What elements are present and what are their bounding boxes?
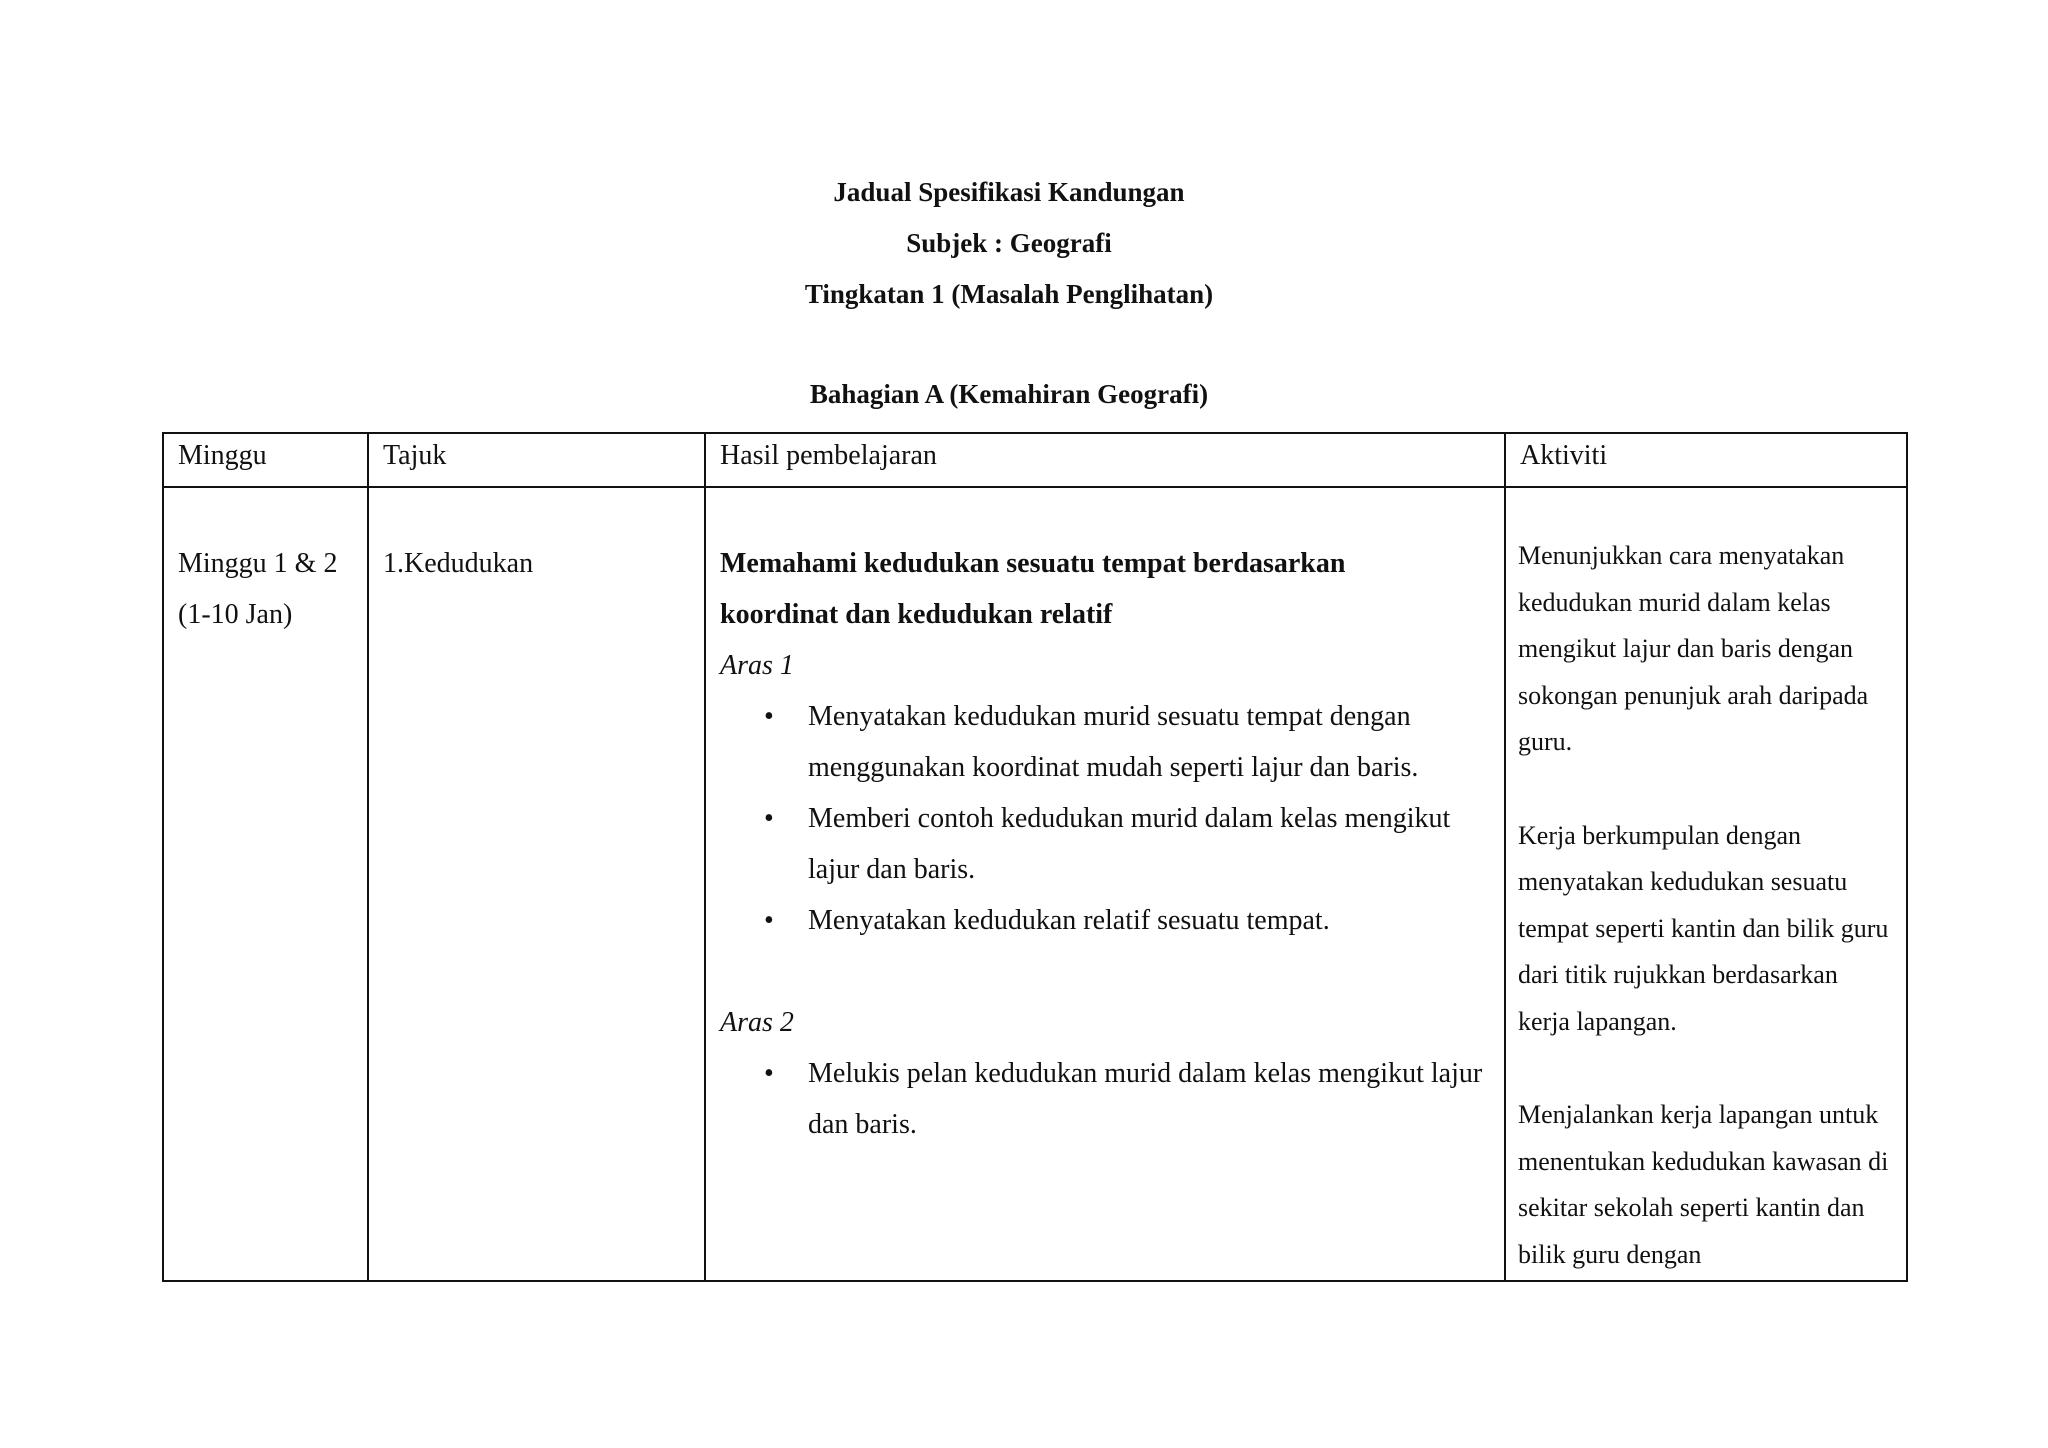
topic-label: 1.Kedudukan — [383, 548, 534, 579]
spacer — [1518, 1045, 1892, 1092]
document-title: Jadual Spesifikasi Kandungan — [833, 177, 1185, 207]
level-1-list — [720, 691, 1484, 946]
spacer — [720, 946, 1484, 997]
learning-outcome-cell — [705, 487, 1505, 1281]
list-item: • Memberi contoh kedudukan murid dalam kelas mengikut lajur dan baris. — [808, 793, 1484, 895]
document-level: Tingkatan 1 (Masalah Penglihatan) — [804, 279, 1214, 309]
activity-paragraph: Menunjukkan cara menyatakan kedudukan murid dalam kelas mengikut lajur dan baris dengan sokongan penunjuk arah daripada guru. — [1518, 541, 1869, 756]
week-dates: (1-10 Jan) — [178, 599, 293, 630]
column-header-topic: Tajuk — [368, 433, 705, 487]
section-heading: Bahagian A (Kemahiran Geografi) — [809, 379, 1209, 409]
topic-cell — [368, 487, 705, 1281]
table-header-row — [163, 433, 1907, 487]
outcome-heading: Memahami kedudukan sesuatu tempat berdasarkan — [720, 548, 1346, 579]
activity-cell — [1505, 487, 1907, 1281]
spacer — [1518, 766, 1892, 813]
outcome-heading-continued: koordinat dan kedudukan relatif — [720, 599, 1113, 630]
column-header-activity: Aktiviti — [1505, 433, 1907, 487]
activity-paragraph: Menjalankan kerja lapangan untuk menentukan kedudukan kawasan di sekitar sekolah seperti kantin dan bilik guru dengan — [1518, 1100, 1889, 1269]
week-cell — [163, 487, 368, 1281]
level-label: Aras 2 — [720, 1007, 794, 1038]
table-row — [163, 487, 1907, 1281]
list-item: • Menyatakan kedudukan murid sesuatu tempat dengan menggunakan koordinat mudah seperti lajur dan baris. — [808, 691, 1484, 793]
level-label: Aras 1 — [720, 650, 794, 681]
specification-table — [162, 432, 1908, 1282]
week-label: Minggu 1 & 2 — [178, 548, 338, 579]
column-header-learning-outcome: Hasil pembelajaran — [705, 433, 1505, 487]
document-subject: Subjek : Geografi — [906, 228, 1112, 258]
list-item: • Menyatakan kedudukan relatif sesuatu tempat. — [808, 895, 1484, 946]
list-item: • Melukis pelan kedudukan murid dalam kelas mengikut lajur dan baris. — [808, 1048, 1484, 1150]
level-2-list — [720, 1048, 1484, 1150]
column-header-week: Minggu — [163, 433, 368, 487]
activity-paragraph: Kerja berkumpulan dengan menyatakan kedudukan sesuatu tempat seperti kantin dan bilik guru dari titik rujukkan berdasarkan kerja lapangan. — [1518, 820, 1889, 1036]
